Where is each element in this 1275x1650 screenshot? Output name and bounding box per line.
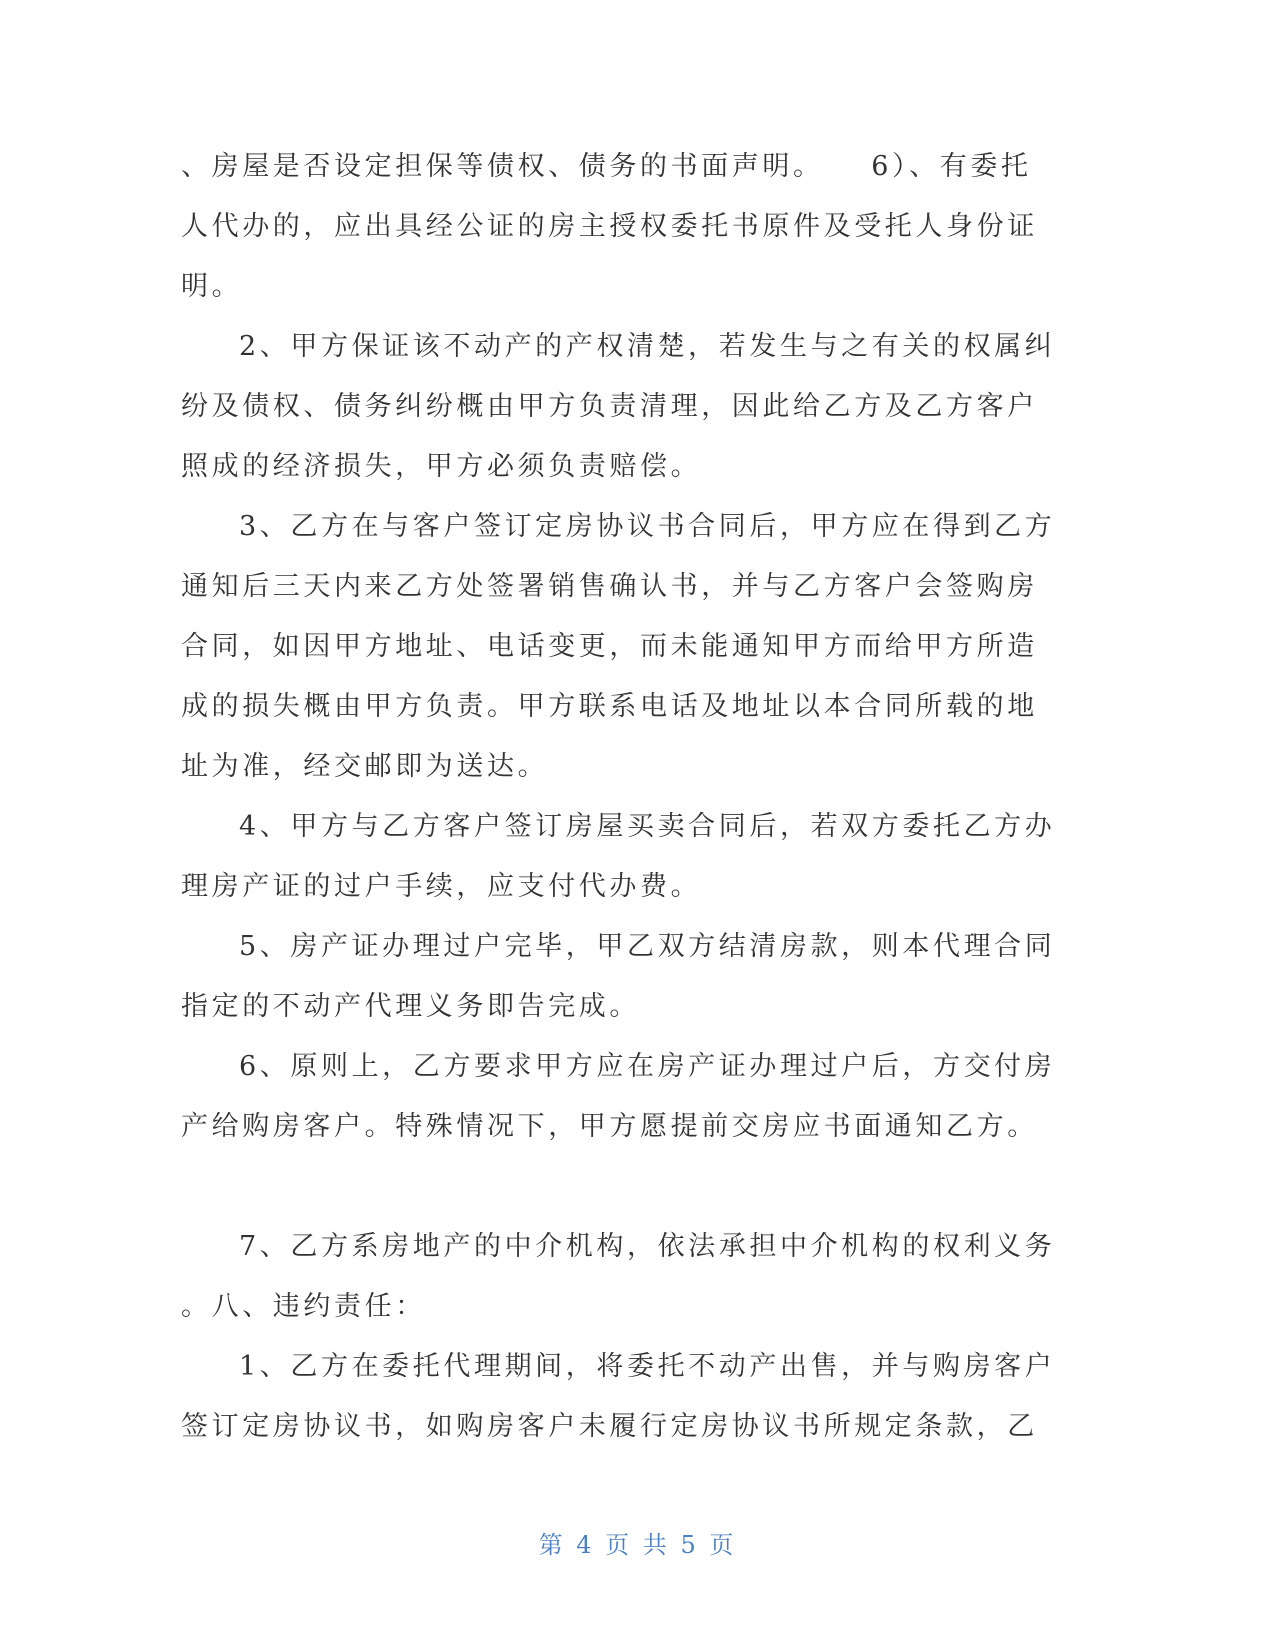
- text-line: 合同，如因甲方地址、电话变更，而未能通知甲方而给甲方所造: [181, 631, 1038, 662]
- text-line: 理房产证的过户手续，应支付代办费。: [181, 871, 702, 902]
- text-line: 。八、违约责任：: [181, 1291, 426, 1322]
- paragraph-gap: [181, 1157, 1031, 1217]
- text-line: 人代办的，应出具经公证的房主授权委托书原件及受托人身份证: [181, 211, 1038, 242]
- page-number-footer: 第 4 页 共 5 页: [538, 1531, 737, 1559]
- text-line: 指定的不动产代理义务即告完成。: [181, 991, 640, 1022]
- paragraph-start-line: 2、甲方保证该不动产的产权清楚，若发生与之有关的权属纠: [239, 331, 1056, 362]
- paragraph-start-line: 1、乙方在委托代理期间，将委托不动产出售，并与购房客户: [239, 1351, 1056, 1382]
- text-line: 照成的经济损失，甲方必须负责赔偿。: [181, 451, 702, 482]
- text-line: 址为准，经交邮即为送达。: [181, 751, 549, 782]
- text-line: 成的损失概由甲方负责。甲方联系电话及地址以本合同所载的地: [181, 691, 1038, 722]
- text-line: 、房屋是否设定担保等债权、债务的书面声明。 6）、有委托: [181, 151, 1032, 182]
- text-line: 产给购房客户。特殊情况下，甲方愿提前交房应书面通知乙方。: [181, 1111, 1038, 1142]
- document-body: [181, 137, 1056, 1457]
- paragraph-start-line: 4、甲方与乙方客户签订房屋买卖合同后，若双方委托乙方办: [239, 811, 1056, 842]
- paragraph-start-line: 3、乙方在与客户签订定房协议书合同后，甲方应在得到乙方: [239, 511, 1056, 542]
- paragraph-start-line: 7、乙方系房地产的中介机构，依法承担中介机构的权利义务: [239, 1231, 1056, 1262]
- paragraph-start-line: 6、原则上，乙方要求甲方应在房产证办理过户后，方交付房: [239, 1051, 1056, 1082]
- text-line: 明。: [181, 271, 243, 302]
- text-line: 纷及债权、债务纠纷概由甲方负责清理，因此给乙方及乙方客户: [181, 391, 1038, 422]
- text-line: 签订定房协议书，如购房客户未履行定房协议书所规定条款，乙: [181, 1411, 1038, 1442]
- paragraph-start-line: 5、房产证办理过户完毕，甲乙双方结清房款，则本代理合同: [239, 931, 1056, 962]
- text-line: 通知后三天内来乙方处签署销售确认书，并与乙方客户会签购房: [181, 571, 1038, 602]
